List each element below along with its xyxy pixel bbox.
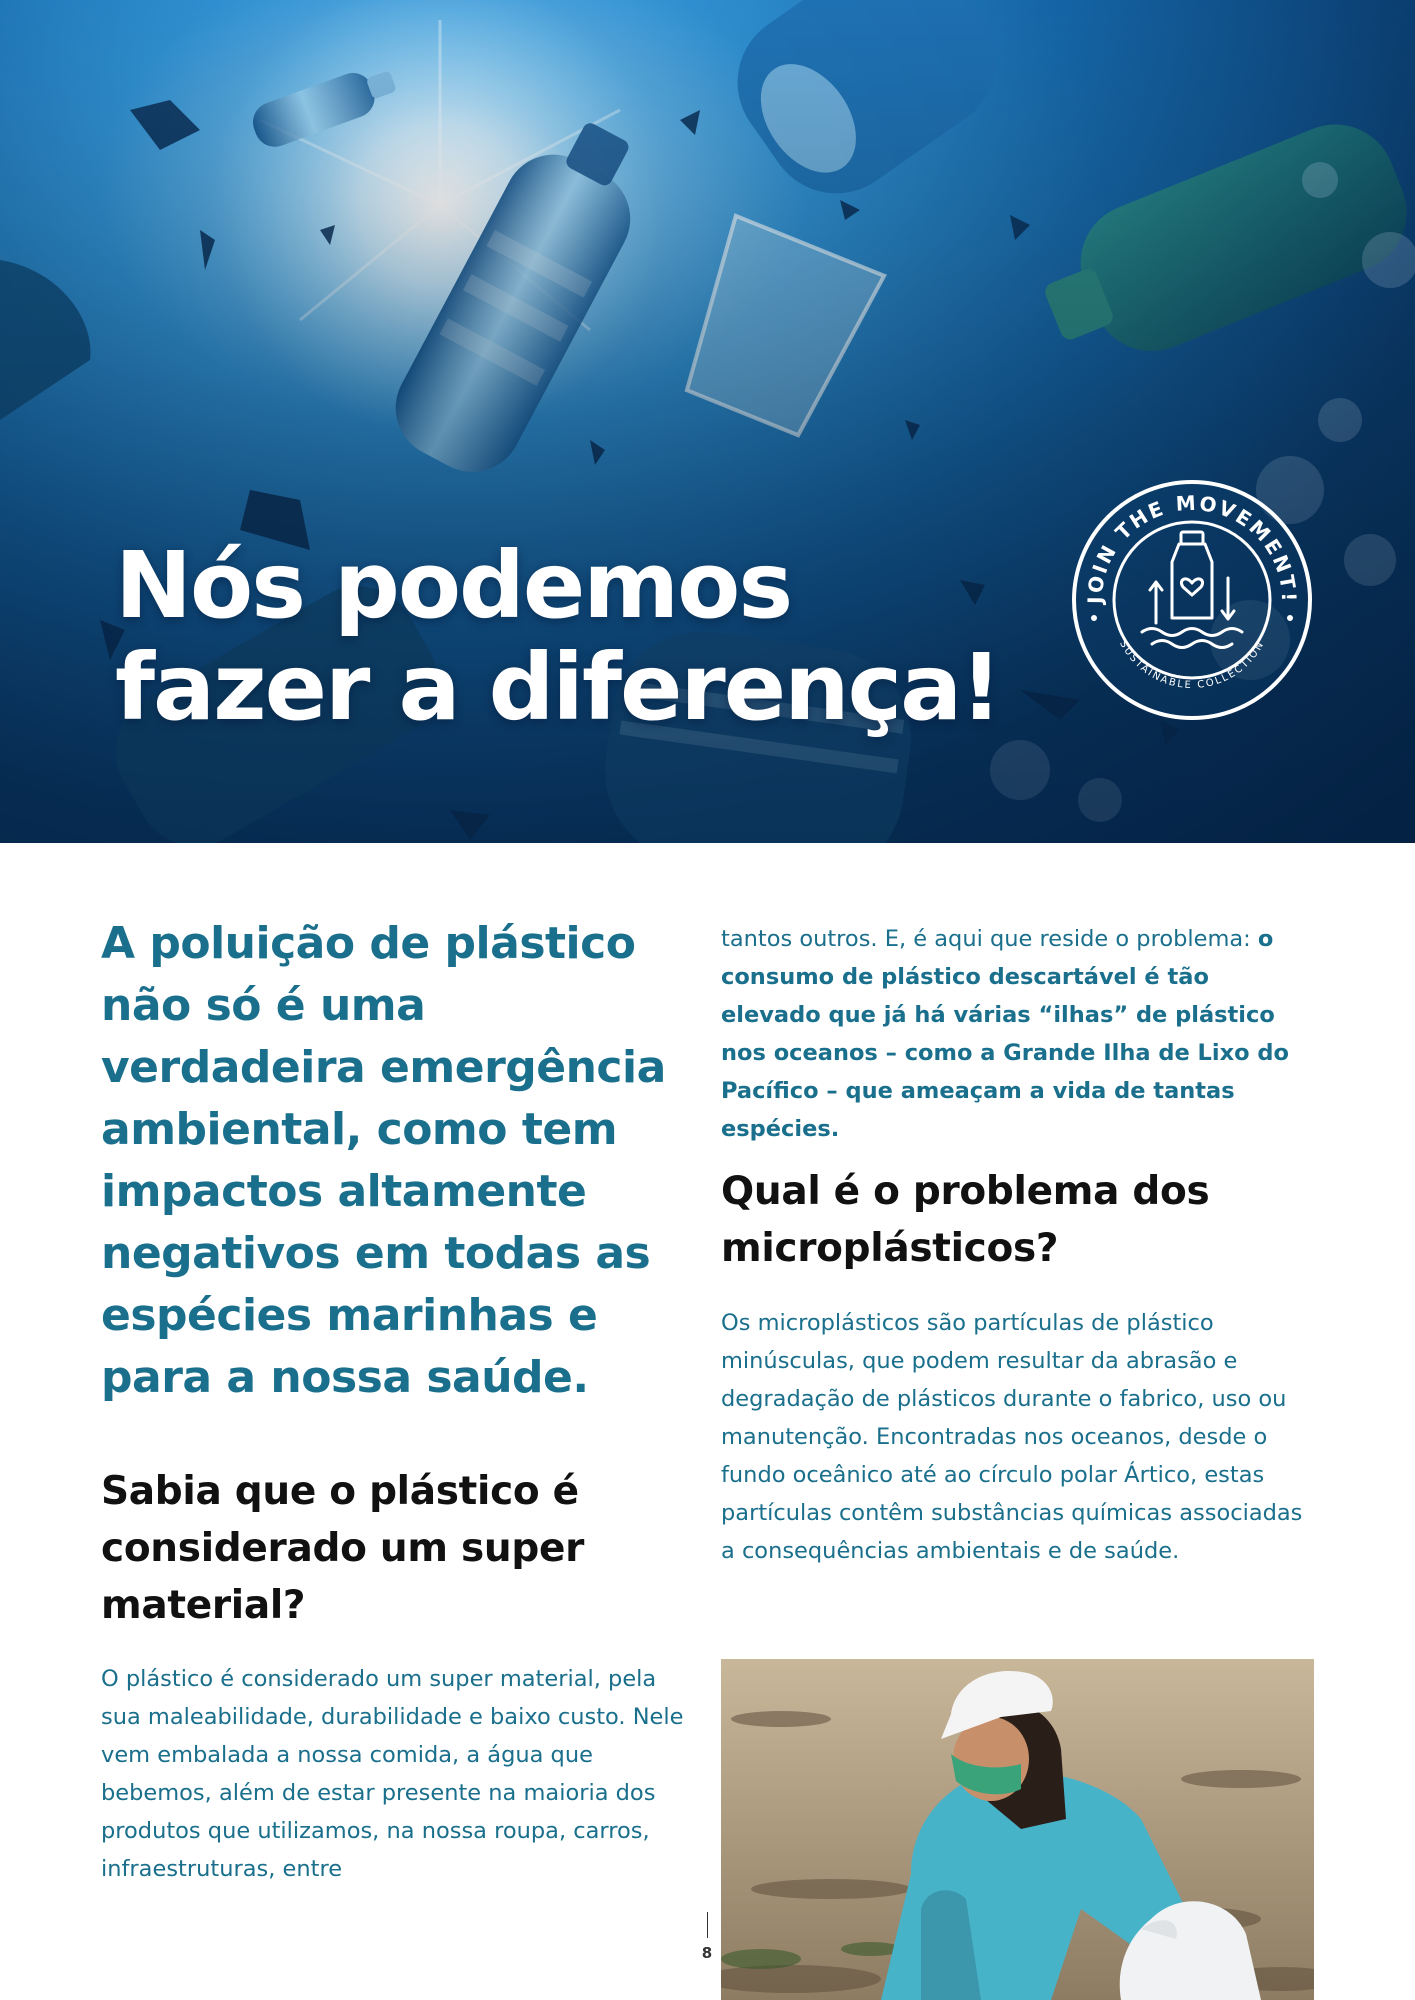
question-heading-microplastics: Qual é o problema dos microplásticos? <box>721 1169 1210 1271</box>
page-number: 8 <box>701 1944 713 1962</box>
join-the-movement-badge <box>1070 478 1314 722</box>
hero-title <box>115 532 1001 741</box>
hero-title-line-1: Nós podemos <box>115 532 792 639</box>
lead-paragraph: A poluição de plástico não só é uma verdadeira emergência ambiental, como tem impactos altamente negativos em todas as espécies marinhas e para a nossa saúde. <box>101 918 666 1403</box>
page-number-marker <box>700 1912 714 1962</box>
beach-cleanup-photo <box>721 1659 1314 2000</box>
hero-banner <box>0 0 1415 843</box>
continuation-bold: o consumo de plástico descartável é tão elevado que já há várias “ilhas” de plástico nos oceanos – como a Grande Ilha de Lixo do Pacífico – que ameaçam a vida de tantas espécies. <box>721 926 1289 1142</box>
question-heading-super-material: Sabia que o plástico é considerado um super material? <box>101 1469 585 1628</box>
badge-top-text: JOIN THE MOVEMENT! <box>1082 490 1302 605</box>
paragraph-microplastics: Os microplásticos são partículas de plástico minúsculas, que podem resultar da abrasão e degradação de plásticos durante o fabrico, uso ou manutenção. Encontradas nos oceanos, desde o fundo oceânico até ao círculo polar Ártico, estas partículas contêm substâncias químicas associadas a consequências ambientais e de saúde. <box>721 1310 1303 1564</box>
hero-title-line-2: fazer a diferença! <box>115 634 1001 741</box>
continuation-plain: tantos outros. E, é aqui que reside o problema: <box>721 926 1258 952</box>
badge-bottom-text: SUSTAINABLE COLLECTION <box>1117 638 1267 692</box>
paragraph-continuation <box>721 920 1315 1148</box>
page-number-rule <box>707 1912 708 1938</box>
left-column <box>101 913 691 1882</box>
paragraph-super-material: O plástico é considerado um super material, pela sua maleabilidade, durabilidade e baixo custo. Nele vem embalada a nossa comida, a água que bebemos, além de estar presente na maioria dos produtos que utilizamos, na nossa roupa, carros, infraestruturas, entre <box>101 1666 684 1882</box>
